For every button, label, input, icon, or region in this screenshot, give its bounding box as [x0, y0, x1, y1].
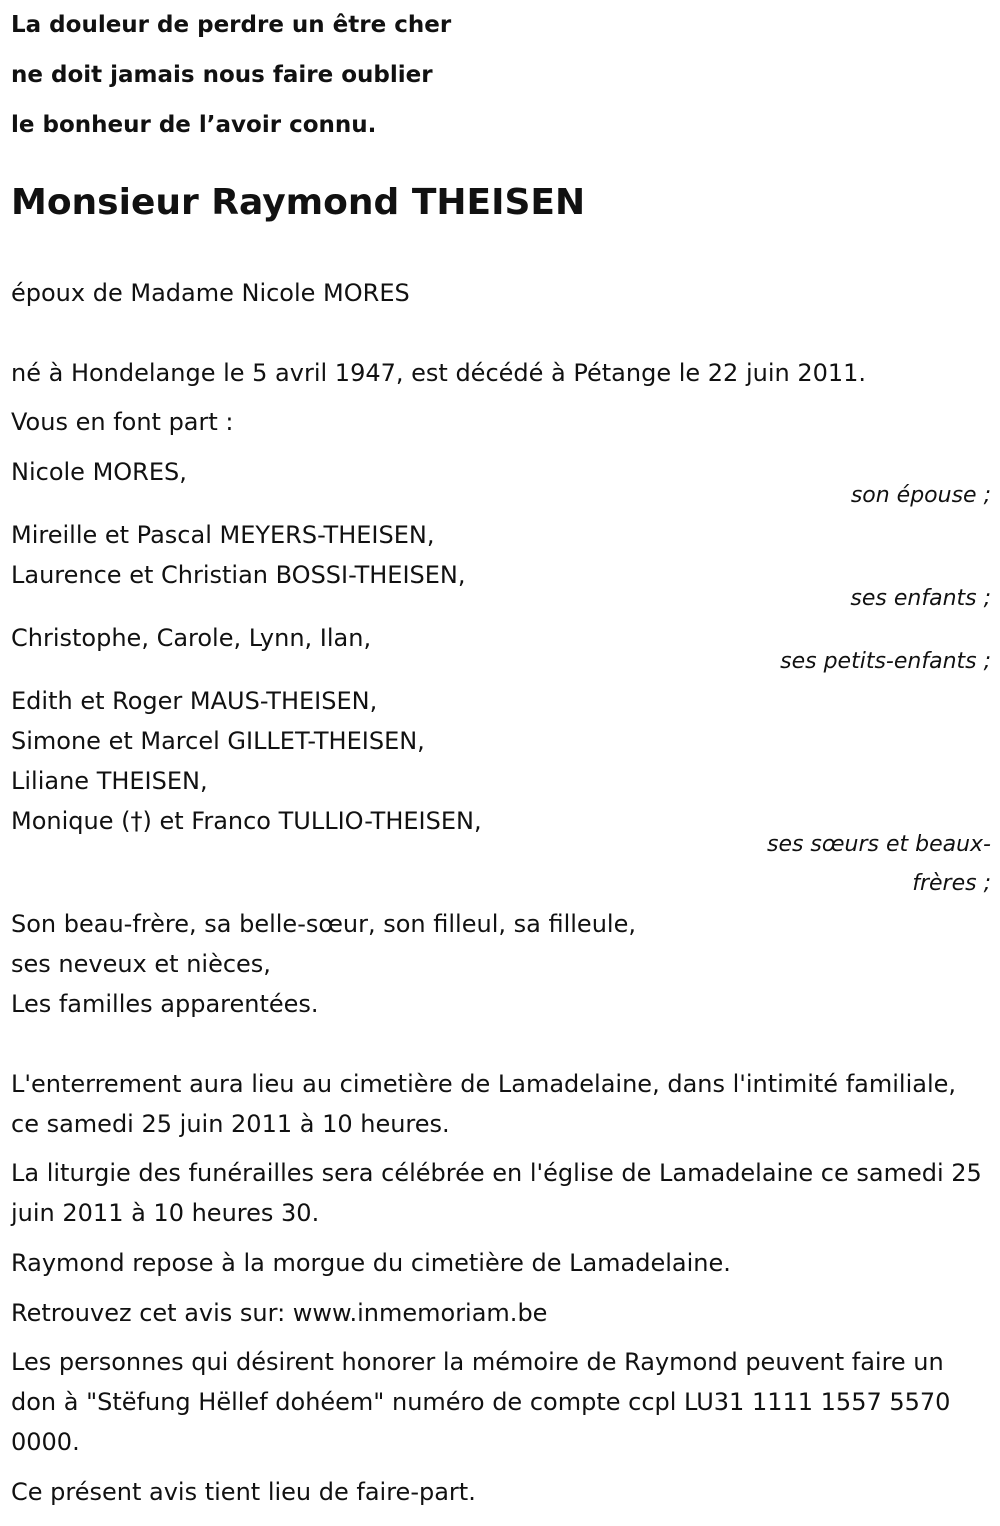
liturgy-info: La liturgie des funérailles sera célébrée en l'église de Lamadelaine ce samedi 25 juin 2011 à 10 heures 30.	[11, 1159, 982, 1227]
epigraph	[11, 0, 991, 150]
website-info: Retrouvez cet avis sur: www.inmemoriam.be	[11, 1299, 548, 1327]
family-children-role: ses enfants ;	[850, 586, 991, 611]
family-child-2: Laurence et Christian BOSSI-THEISEN,	[11, 561, 466, 589]
family-sibling-1: Edith et Roger MAUS-THEISEN,	[11, 687, 378, 715]
family-spouse-role: son épouse ;	[850, 483, 991, 508]
rest-info: Raymond repose à la morgue du cimetière de Lamadelaine.	[11, 1249, 731, 1277]
spouse-line: époux de Madame Nicole MORES	[11, 279, 410, 307]
obituary-notice	[11, 0, 991, 1506]
donation-info: Les personnes qui désirent honorer la mémoire de Raymond peuvent faire un don à "Stëfung Hëllef dohéem" numéro de compte ccpl LU31 1111 1557 5570 0000.	[11, 1348, 951, 1456]
closing-note: Ce présent avis tient lieu de faire-part.	[11, 1478, 476, 1506]
epigraph-line-2: ne doit jamais nous faire oublier	[11, 62, 433, 88]
birth-death-line: né à Hondelange le 5 avril 1947, est décédé à Pétange le 22 juin 2011.	[11, 359, 867, 387]
family-sibling-2: Simone et Marcel GILLET-THEISEN,	[11, 727, 425, 755]
epigraph-line-3: le bonheur de l’avoir connu.	[11, 112, 377, 138]
epigraph-line-1: La douleur de perdre un être cher	[11, 12, 452, 38]
family-spouse-name: Nicole MORES,	[11, 458, 187, 486]
family-others-line-1: Son beau-frère, sa belle-sœur, son filleul, sa filleule,	[11, 910, 636, 938]
family-siblings-role-line-1: ses sœurs et beaux-	[766, 832, 991, 857]
family-sibling-3: Liliane THEISEN,	[11, 767, 208, 795]
announcers-intro: Vous en font part :	[11, 408, 234, 436]
family-child-1: Mireille et Pascal MEYERS-THEISEN,	[11, 521, 435, 549]
family-others-line-2: ses neveux et nièces,	[11, 950, 271, 978]
family-grandchildren-role: ses petits-enfants ;	[780, 649, 991, 674]
family-others-line-3: Les familles apparentées.	[11, 990, 319, 1018]
family-grandchildren-names: Christophe, Carole, Lynn, Ilan,	[11, 624, 372, 652]
deceased-name: Monsieur Raymond THEISEN	[11, 182, 586, 223]
family-siblings-role-line-2: frères ;	[912, 871, 991, 896]
family-sibling-4: Monique (†) et Franco TULLIO-THEISEN,	[11, 807, 482, 835]
burial-info: L'enterrement aura lieu au cimetière de Lamadelaine, dans l'intimité familiale, ce samedi 25 juin 2011 à 10 heures.	[11, 1070, 956, 1138]
